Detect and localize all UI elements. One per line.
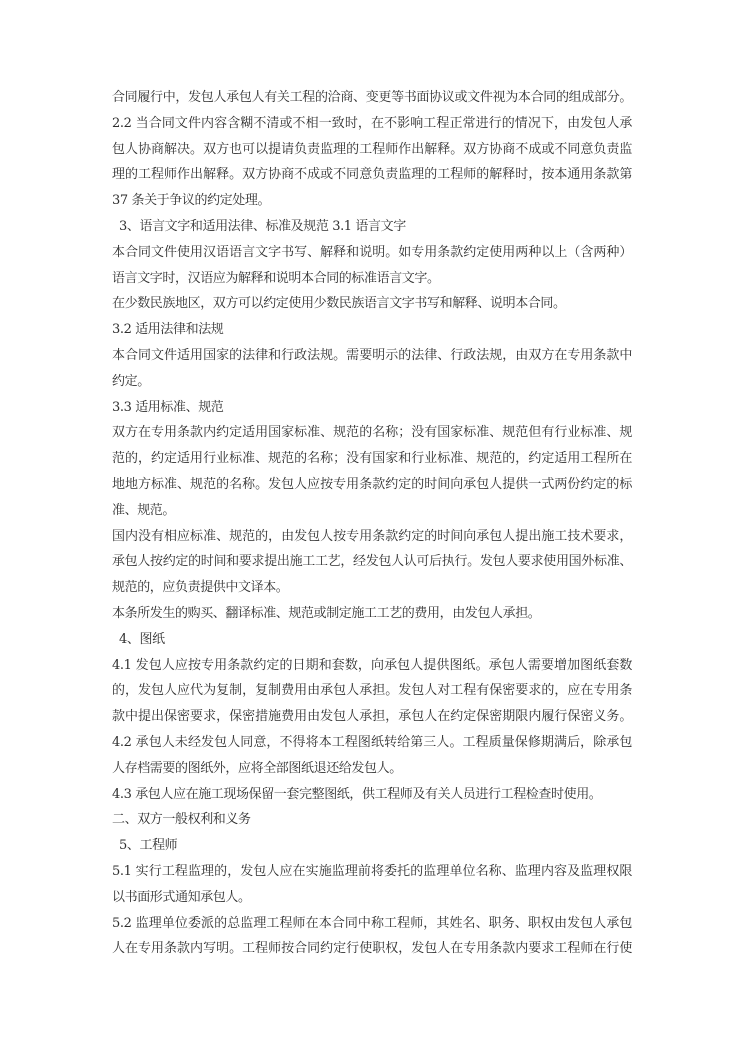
contract-text-block: [112, 85, 632, 962]
text-line: 约定。: [112, 373, 150, 389]
text-line: 范的，约定适用行业标准、规范的名称；没有国家和行业标准、规范的，约定适用工程所在: [112, 451, 632, 467]
text-line: 以书面形式通知承包人。: [112, 889, 251, 905]
text-line: 本条所发生的购买、翻译标准、规范或制定施工工艺的费用，由发包人承担。: [112, 605, 541, 621]
section-heading-line: 5、工程师: [119, 838, 178, 854]
text-line: 语言文字时，汉语应为解释和说明本合同的标准语言文字。: [112, 270, 440, 286]
text-line: 包人协商解决。双方也可以提请负责监理的工程师作出解释。双方协商不成或不同意负责监: [112, 141, 632, 157]
text-line: 4.2 承包人未经发包人同意，不得将本工程图纸转给第三人。工程质量保修期满后，除承包: [112, 734, 632, 750]
text-line: 承包人按约定的时间和要求提出施工工艺，经发包人认可后执行。发包人要求使用国外标准、: [112, 554, 632, 570]
text-line: 人存档需要的图纸外，应将全部图纸退还给发包人。: [112, 760, 402, 776]
text-line: 本合同文件使用汉语语言文字书写、解释和说明。如专用条款约定使用两种以上（含两种）: [112, 244, 632, 260]
text-line: 的，发包人应代为复制，复制费用由承包人承担。发包人对工程有保密要求的，应在专用条: [112, 683, 632, 699]
text-line: 在少数民族地区，双方可以约定使用少数民族语言文字书写和解释、说明本合同。: [112, 296, 566, 312]
text-line: 人在专用条款内写明。工程师按合同约定行使职权，发包人在专用条款内要求工程师在行使: [112, 941, 632, 957]
text-line: 准、规范。: [112, 502, 176, 518]
section-heading-line: 4、图纸: [119, 631, 165, 647]
text-line: 国内没有相应标准、规范的，由发包人按专用条款约定的时间向承包人提出施工技术要求，: [112, 528, 632, 544]
section-heading-line: 3、语言文字和适用法律、标准及规范 3.1 语言文字: [119, 218, 406, 234]
text-line: 5.2 监理单位委派的总监理工程师在本合同中称工程师，其姓名、职务、职权由发包人承包: [112, 915, 632, 931]
text-line: 双方在专用条款内约定适用国家标准、规范的名称；没有国家标准、规范但有行业标准、规: [112, 425, 632, 441]
text-line: 2.2 当合同文件内容含糊不清或不相一致时，在不影响工程正常进行的情况下，由发包人承: [112, 115, 632, 131]
text-line: 5.1 实行工程监理的，发包人应在实施监理前将委托的监理单位名称、监理内容及监理权限: [112, 863, 632, 879]
text-line: 地地方标准、规范的名称。发包人应按专用条款约定的时间向承包人提供一式两份约定的标: [112, 476, 632, 492]
text-line: 4.3 承包人应在施工现场保留一套完整图纸，供工程师及有关人员进行工程检查时使用。: [112, 786, 602, 802]
text-line: 合同履行中，发包人承包人有关工程的洽商、变更等书面协议或文件视为本合同的组成部分。: [112, 90, 632, 105]
section-heading-line: 3.2 适用法律和法规: [112, 322, 224, 338]
text-line: 规范的，应负责提供中文译本。: [112, 580, 289, 596]
text-line: 37 条关于争议的约定处理。: [112, 193, 271, 209]
text-line: 4.1 发包人应按专用条款约定的日期和套数，向承包人提供图纸。承包人需要增加图纸套数: [112, 657, 632, 673]
text-line: 本合同文件适用国家的法律和行政法规。需要明示的法律、行政法规，由双方在专用条款中: [112, 347, 632, 363]
section-heading-line: 3.3 适用标准、规范: [112, 399, 224, 415]
text-line: 理的工程师作出解释。双方协商不成或不同意负责监理的工程师的解释时，按本通用条款第: [112, 167, 632, 183]
text-line: 款中提出保密要求，保密措施费用由发包人承担，承包人在约定保密期限内履行保密义务。: [112, 709, 632, 725]
section-heading-line: 二、双方一般权利和义务: [112, 812, 251, 828]
